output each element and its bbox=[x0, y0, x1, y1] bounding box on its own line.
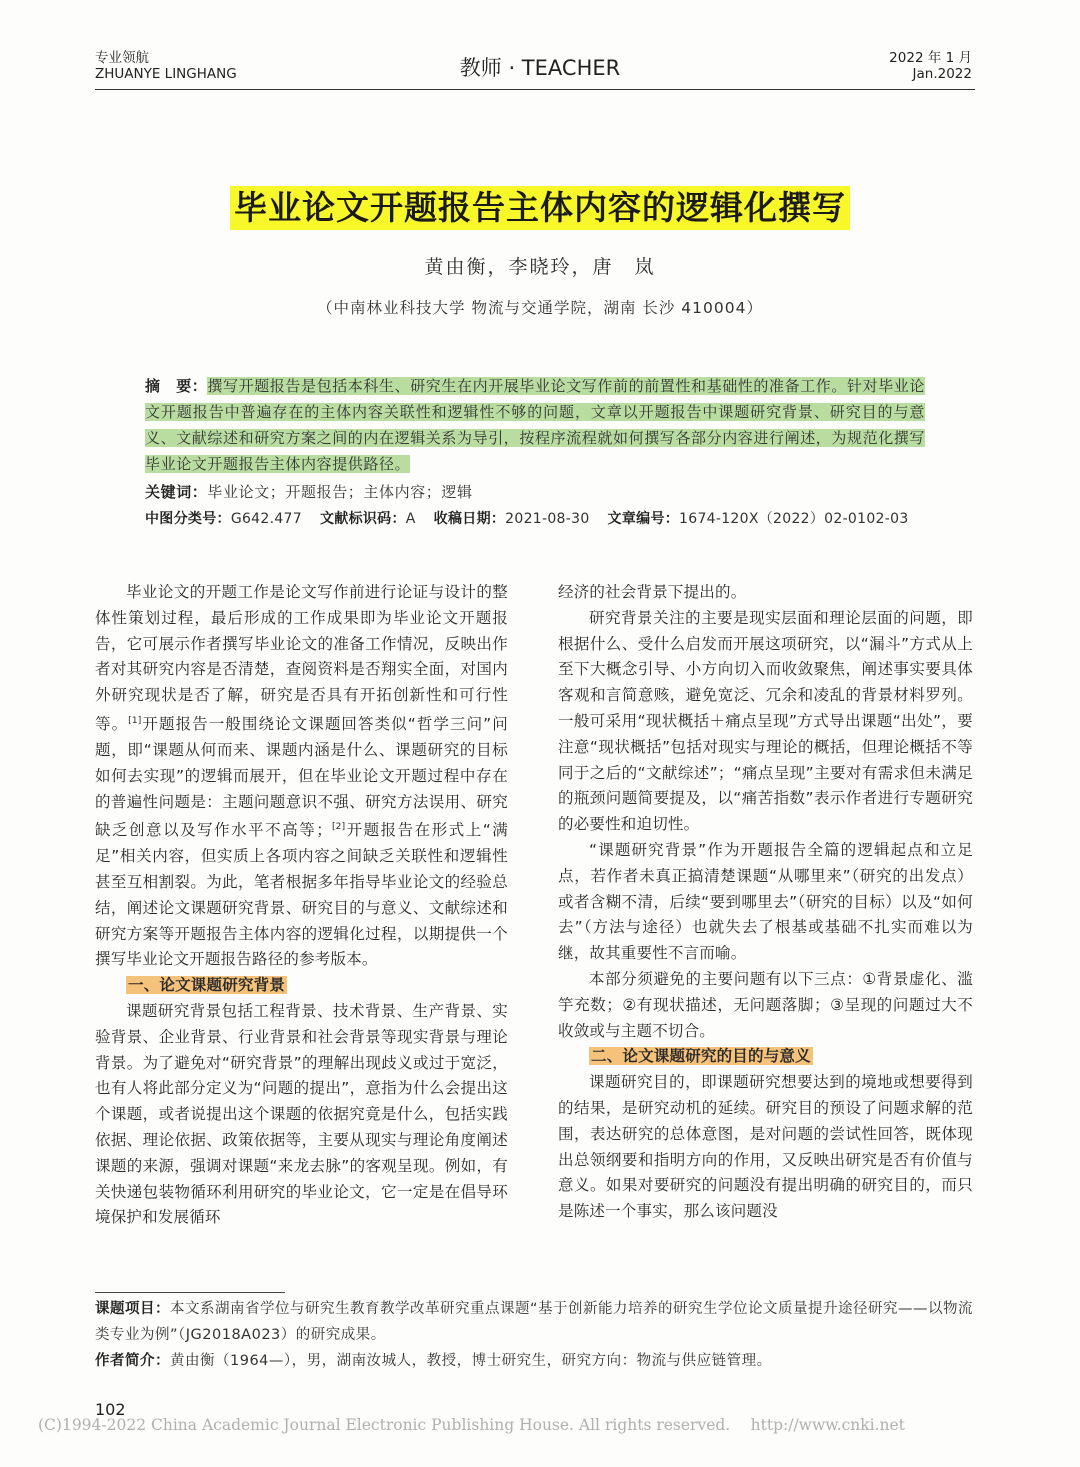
section-heading-2 bbox=[558, 1044, 973, 1070]
keywords bbox=[145, 481, 473, 502]
background-focus-paragraph: 研究背景关注的主要是现实层面和理论层面的问题，即根据什么、受什么启发而开展这项研究，以“漏斗”方式从上至下大概念引导、小方向切入而收敛聚焦，阐述事实要具体客观和言简意赅，避免宽泛、冗余和凌乱的背景材料罗列。一般可采用“现状概括＋痛点呈现”方式导出课题“出处”，要注意“现状概括”包括对现实与理论的概括，但理论概括不等同于之后的“文献综述”；“痛点呈现”主要对有需求但未满足的瓶颈问题简要提及，以“痛苦指数”表示作者进行专题研究的必要性和迫切性。 bbox=[558, 608, 973, 834]
section-heading-1-text: 一、论文课题研究背景 bbox=[128, 976, 286, 995]
article-number-label: 文章编号： bbox=[607, 511, 680, 527]
project-label: 课题项目： bbox=[95, 1301, 170, 1317]
body-column-left bbox=[95, 580, 508, 1231]
body-column-right bbox=[558, 580, 973, 1225]
continuation-line: 经济的社会背景下提出的。 bbox=[558, 583, 747, 601]
column-name-en: ZHUANYE LINGHANG bbox=[95, 66, 237, 82]
received-date-label: 收稿日期： bbox=[433, 511, 506, 527]
background-paragraph: 课题研究背景包括工程背景、技术背景、生产背景、实验背景、企业背景、行业背景和社会背景等现实背景与理论背景。为了避免对“研究背景”的理解出现歧义或过于宽泛，也有人将此部分定义为“问题的提出”，意指为什么会提出这个课题，或者说提出这个课题的依据究竟是什么，包括实践依据、理论依据、政策依据等，主要从现实与理论角度阐述课题的来源，强调对课题“来龙去脉”的客观呈现。例如，有关快递包装物循环利用研究的毕业论文，它一定是在倡导环境保护和发展循环 bbox=[95, 1002, 508, 1227]
received-date-value: 2021-08-30 bbox=[505, 511, 590, 527]
clc-value: G642.477 bbox=[230, 511, 302, 527]
keywords-text: 毕业论文；开题报告；主体内容；逻辑 bbox=[207, 483, 473, 501]
column-name-cn: 专业领航 bbox=[95, 50, 149, 66]
author-bio-label: 作者简介： bbox=[95, 1353, 170, 1369]
author-footnote bbox=[95, 1348, 973, 1374]
section-heading-2-text: 二、论文课题研究的目的与意义 bbox=[591, 1047, 811, 1066]
article-number-value: 1674-120X（2022）02-0102-03 bbox=[679, 511, 909, 527]
background-importance-paragraph: “课题研究背景”作为开题报告全篇的逻辑起点和立足点，若作者未真正搞清楚课题“从哪里来”（研究的出发点）或者含糊不清，后续“要到哪里去”（研究的目标）以及“如何去”（方法与途径）也就失去了根基或基础不扎实而难以为继，故其重要性不言而喻。 bbox=[558, 840, 973, 963]
paper-title: 毕业论文开题报告主体内容的逻辑化撰写 bbox=[230, 186, 850, 230]
footnote-rule bbox=[95, 1292, 285, 1293]
citation-2: [2] bbox=[331, 822, 346, 833]
title-block bbox=[0, 186, 1080, 230]
author-bio-text: 黄由衡（1964—），男，湖南汝城人，教授，博士研究生，研究方向：物流与供应链管理。 bbox=[170, 1353, 772, 1369]
doc-code-value: A bbox=[405, 511, 416, 527]
doc-code-label: 文献标识码： bbox=[319, 511, 406, 527]
header-rule bbox=[95, 89, 975, 90]
issue-date-en: Jan.2022 bbox=[912, 66, 972, 82]
project-footnote bbox=[95, 1296, 973, 1348]
issue-date-cn: 2022 年 1 月 bbox=[889, 50, 972, 66]
problems-paragraph: 本部分须避免的主要问题有以下三点：①背景虚化、滥竽充数；②有现状描述，无问题落脚；③呈现的问题过大不收敛或与主题不切合。 bbox=[558, 969, 973, 1040]
abstract-text: 撰写开题报告是包括本科生、研究生在内开展毕业论文写作前的前置性和基础性的准备工作。针对毕业论文开题报告中普遍存在的主体内容关联性和逻辑性不够的问题，文章以开题报告中课题研究背景、研究目的与意义、文献综述和研究方案之间的内在逻辑关系为导引，按程序流程就如何撰写各部分内容进行阐述，为规范化撰写毕业论文开题报告主体内容提供路径。 bbox=[145, 377, 926, 473]
intro-paragraph bbox=[95, 580, 508, 973]
keywords-label: 关键词： bbox=[145, 483, 208, 501]
intro-text-part3: 开题报告在形式上“满足”相关内容，但实质上各项内容之间缺乏关联性和逻辑性甚至互相割裂。为此，笔者根据多年指导毕业论文的经验总结，阐述论文课题研究背景、研究目的与意义、文献综述和研究方案等开题报告主体内容的逻辑化过程，以期提供一个撰写毕业论文开题报告路径的参考版本。 bbox=[95, 821, 509, 969]
citation-1: [1] bbox=[128, 715, 142, 726]
authors: 黄由衡，李晓玲，唐 岚 bbox=[424, 256, 656, 278]
affiliation: （中南林业科技大学 物流与交通学院，湖南 长沙 410004） bbox=[317, 299, 763, 317]
page-number: 102 bbox=[95, 1400, 126, 1419]
clc-label: 中图分类号： bbox=[145, 511, 231, 527]
journal-name: 教师 · TEACHER bbox=[459, 56, 621, 80]
section-heading-1 bbox=[95, 973, 508, 999]
classification-line bbox=[145, 508, 909, 528]
running-header-right bbox=[889, 50, 972, 82]
purpose-paragraph: 课题研究目的，即课题研究想要达到的境地或想要得到的结果，是研究动机的延续。研究目的预设了问题求解的范围，表达研究的总体意图，是对问题的尝试性回答，既体现出总领纲要和指明方向的作用，又反映出研究是否有价值与意义。如果对要研究的问题没有提出明确的研究目的，而只是陈述一个事实，那么该问题没 bbox=[558, 1073, 973, 1221]
abstract-label: 摘 要： bbox=[145, 377, 208, 395]
project-text: 本文系湖南省学位与研究生教育教学改革研究重点课题“基于创新能力培养的研究生学位论文质量提升途径研究——以物流类专业为例”（JG2018A023）的研究成果。 bbox=[95, 1301, 974, 1343]
copyright-watermark: (C)1994-2022 China Academic Journal Electronic Publishing House. All rights reserved. http://www.cnki.net bbox=[38, 1416, 905, 1434]
footnotes bbox=[95, 1296, 973, 1374]
intro-text-part1: 毕业论文的开题工作是论文写作前进行论证与设计的整体性策划过程，最后形成的工作成果即为毕业论文开题报告，它可展示作者撰写毕业论文的准备工作情况，反映出作者对其研究内容是否清楚，查阅资料是否翔实全面，对国内外研究现状是否了解，研究是否具有开拓创新性和可行性等。 bbox=[95, 583, 508, 734]
intro-text-part2: 开题报告一般围绕论文课题回答类似“哲学三问”问题，即“课题从何而来、课题内涵是什么、课题研究的目标如何去实现”的逻辑而展开，但在毕业论文开题过程中存在的普遍性问题是：主题问题意识不强、研究方法误用、研究缺乏创意以及写作水平不高等； bbox=[95, 715, 508, 840]
abstract bbox=[145, 373, 925, 477]
